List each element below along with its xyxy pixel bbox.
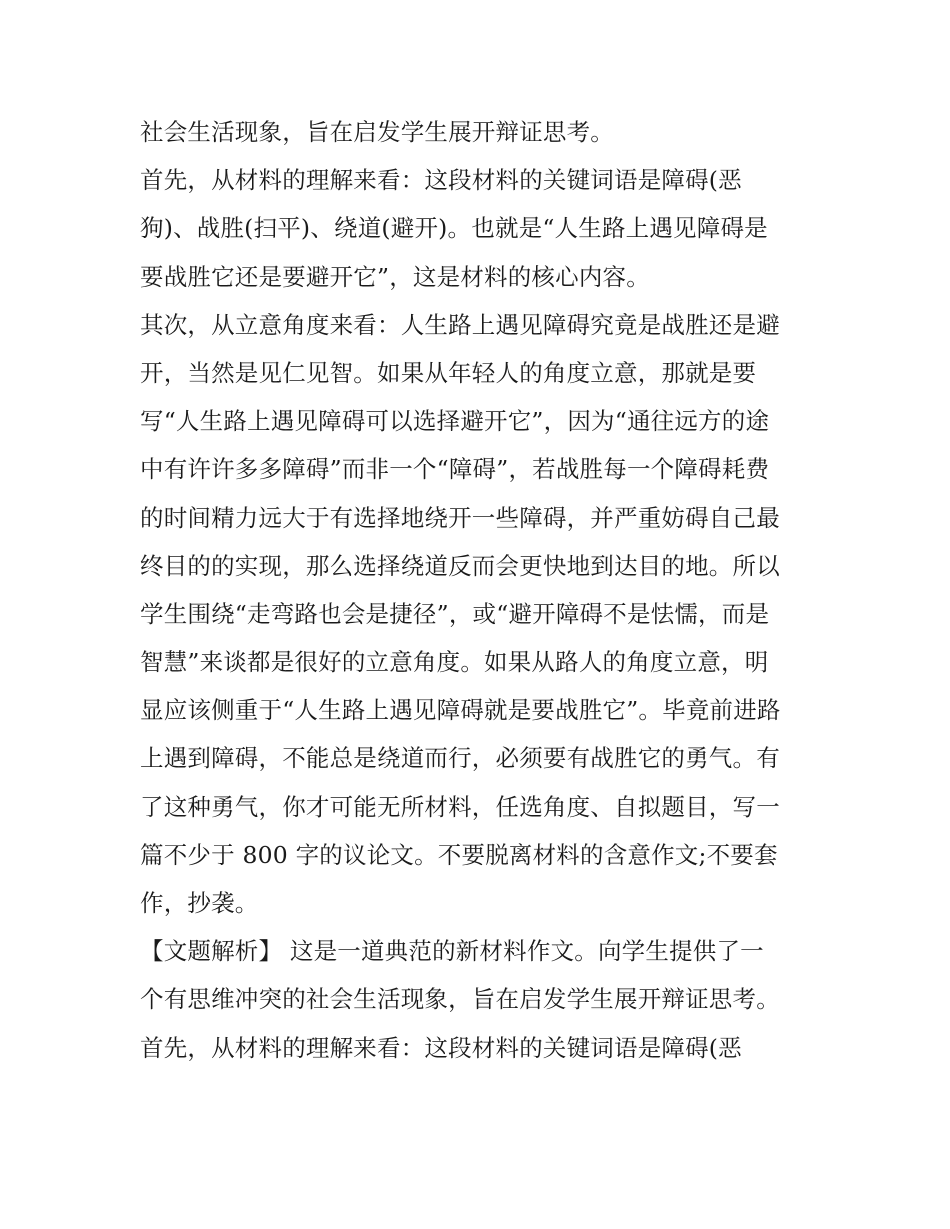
text-line: 个有思维冲突的社会生活现象，旨在启发学生展开辩证思考。 [140,985,780,1014]
text-line: 智慧”来谈都是很好的立意角度。如果从路人的角度立意，明 [140,648,769,677]
text-line: 社会生活现象，旨在启发学生展开辩证思考。 [140,118,614,146]
text-line: 了这种勇气，你才可能无所材料，任选角度、自拟题目，写一 [140,792,780,821]
text-line: 的时间精力远大于有选择地绕开一些障碍，并严重妨碍自己最 [140,503,780,532]
text-line: 首先，从材料的理解来看：这段材料的关键词语是障碍(恶 [140,166,742,195]
text-line: 篇不少于 800 字的议论文。不要脱离材料的含意作文;不要套 [140,840,778,869]
text-line: 作，抄袭。 [140,889,259,917]
text-line: 其次，从立意角度来看：人生路上遇见障碍究竟是战胜还是避 [140,310,780,339]
text-line: 终目的的实现，那么选择绕道反而会更快地到达目的地。所以 [140,551,780,580]
text-line: 上遇到障碍，不能总是绕道而行，必须要有战胜它的勇气。有 [140,744,780,773]
text-line: 狗)、战胜(扫平)、绕道(避开)。也就是“人生路上遇见障碍是 [140,214,768,243]
text-body [140,108,830,1072]
text-line: 中有许许多多障碍”而非一个“障碍”，若战胜每一个障碍耗费 [140,455,770,484]
text-line: 写“人生路上遇见障碍可以选择避开它”，因为“通往远方的途 [140,407,770,436]
text-line: 首先，从材料的理解来看：这段材料的关键词语是障碍(恶 [140,1033,742,1062]
text-line: 要战胜它还是要避开它”，这是材料的核心内容。 [140,262,650,291]
text-line: 【文题解析】 这是一道典范的新材料作文。向学生提供了一 [140,937,764,966]
text-line: 开，当然是见仁见智。如果从年轻人的角度立意，那就是要 [140,358,757,387]
text-line: 学生围绕“走弯路也会是捷径”，或“避开障碍不是怯懦，而是 [140,599,770,628]
text-line: 显应该侧重于“人生路上遇见障碍就是要战胜它”。毕竟前进路 [140,696,781,725]
